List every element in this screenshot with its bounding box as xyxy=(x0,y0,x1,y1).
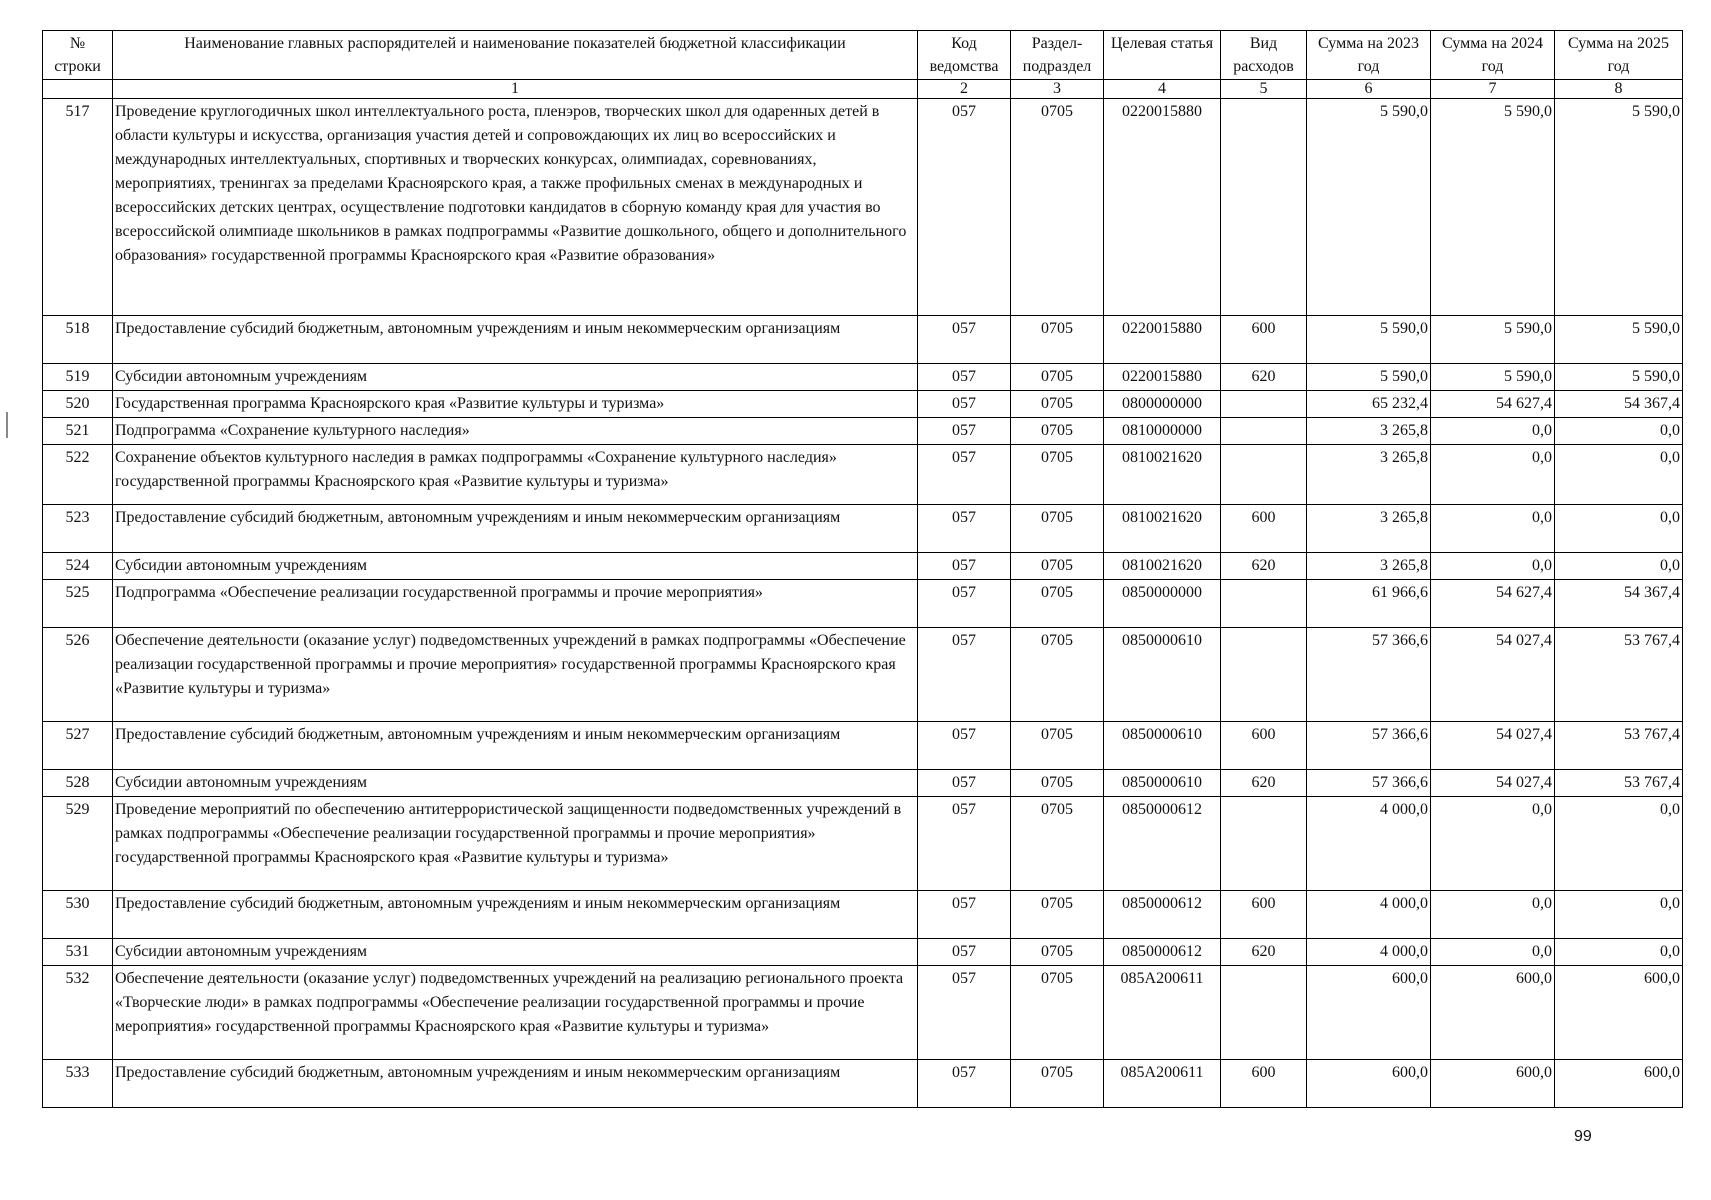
table-row xyxy=(43,939,1683,966)
sum-2025-cell: 0,0 xyxy=(1555,939,1683,966)
row-number-cell: 520 xyxy=(43,391,113,418)
department-code-cell: 057 xyxy=(918,391,1011,418)
target-article-cell: 0850000612 xyxy=(1104,797,1221,891)
row-number-cell: 522 xyxy=(43,445,113,505)
section-code-cell: 0705 xyxy=(1011,505,1104,553)
department-code-cell: 057 xyxy=(918,628,1011,722)
department-code-cell: 057 xyxy=(918,418,1011,445)
target-article-cell: 0850000612 xyxy=(1104,891,1221,939)
department-code-cell: 057 xyxy=(918,939,1011,966)
row-number-cell: 517 xyxy=(43,99,113,316)
row-name-cell: Подпрограмма «Обеспечение реализации государственной программы и прочие мероприятия» xyxy=(113,580,918,628)
expense-kind-cell: 600 xyxy=(1221,1060,1307,1108)
header-sum-2024: Сумма на 2024 год xyxy=(1431,31,1555,80)
department-code-cell: 057 xyxy=(918,364,1011,391)
row-number-cell: 531 xyxy=(43,939,113,966)
sum-2023-cell: 4 000,0 xyxy=(1307,939,1431,966)
sum-2025-cell: 53 767,4 xyxy=(1555,628,1683,722)
department-code-cell: 057 xyxy=(918,966,1011,1060)
row-name-cell: Предоставление субсидий бюджетным, автономным учреждениям и иным некоммерческим организациям xyxy=(113,891,918,939)
expense-kind-cell: 620 xyxy=(1221,939,1307,966)
row-name-cell: Подпрограмма «Сохранение культурного наследия» xyxy=(113,418,918,445)
sum-2024-cell: 54 027,4 xyxy=(1431,722,1555,770)
sum-2024-cell: 600,0 xyxy=(1431,966,1555,1060)
row-name-cell: Обеспечение деятельности (оказание услуг) подведомственных учреждений на реализацию регионального проекта «Творческие люди» в рамках подпрограммы «Обеспечение реализации государственной программы и прочие мероприятия» государственной программы Красноярского края «Развитие культуры и туризма» xyxy=(113,966,918,1060)
sum-2023-cell: 3 265,8 xyxy=(1307,445,1431,505)
sum-2024-cell: 0,0 xyxy=(1431,891,1555,939)
row-name-cell: Предоставление субсидий бюджетным, автономным учреждениям и иным некоммерческим организациям xyxy=(113,1060,918,1108)
department-code-cell: 057 xyxy=(918,316,1011,364)
row-name-cell: Субсидии автономным учреждениям xyxy=(113,939,918,966)
sum-2024-cell: 54 027,4 xyxy=(1431,770,1555,797)
row-number-cell: 533 xyxy=(43,1060,113,1108)
sum-2023-cell: 5 590,0 xyxy=(1307,364,1431,391)
sum-2025-cell: 5 590,0 xyxy=(1555,364,1683,391)
target-article-cell: 0220015880 xyxy=(1104,99,1221,316)
page-number: 99 xyxy=(1574,1128,1592,1145)
target-article-cell: 0810021620 xyxy=(1104,553,1221,580)
section-code-cell: 0705 xyxy=(1011,391,1104,418)
sum-2024-cell: 0,0 xyxy=(1431,553,1555,580)
section-code-cell: 0705 xyxy=(1011,722,1104,770)
row-number-cell: 521 xyxy=(43,418,113,445)
section-code-cell: 0705 xyxy=(1011,966,1104,1060)
department-code-cell: 057 xyxy=(918,505,1011,553)
department-code-cell: 057 xyxy=(918,891,1011,939)
expense-kind-cell: 600 xyxy=(1221,722,1307,770)
sum-2024-cell: 0,0 xyxy=(1431,939,1555,966)
header-row-number: № строки xyxy=(43,31,113,80)
column-index: 3 xyxy=(1011,80,1104,99)
table-row xyxy=(43,770,1683,797)
section-code-cell: 0705 xyxy=(1011,445,1104,505)
table-row xyxy=(43,99,1683,316)
sum-2025-cell: 54 367,4 xyxy=(1555,391,1683,418)
table-row xyxy=(43,722,1683,770)
target-article-cell: 0810021620 xyxy=(1104,505,1221,553)
target-article-cell: 085A200611 xyxy=(1104,966,1221,1060)
sum-2025-cell: 0,0 xyxy=(1555,445,1683,505)
row-name-cell: Проведение круглогодичных школ интеллектуального роста, пленэров, творческих школ для одаренных детей в области культуры и искусства, организация участия детей и сопровождающих их лиц во всероссийских и международных интеллектуальных, спортивных и творческих конкурсах, олимпиадах, соревнованиях, мероприятиях, тренингах за пределами Красноярского края, а также профильных сменах в международных и всероссийских детских центрах, осуществление подготовки кандидатов в сборную команду края для участия во всероссийской олимпиаде школьников в рамках подпрограммы «Развитие дошкольного, общего и дополнительного образования» государственной программы Красноярского края «Развитие образования» xyxy=(113,99,918,316)
target-article-cell: 0810000000 xyxy=(1104,418,1221,445)
sum-2025-cell: 54 367,4 xyxy=(1555,580,1683,628)
row-number-cell: 524 xyxy=(43,553,113,580)
table-row xyxy=(43,505,1683,553)
section-code-cell: 0705 xyxy=(1011,891,1104,939)
sum-2025-cell: 0,0 xyxy=(1555,891,1683,939)
row-name-cell: Предоставление субсидий бюджетным, автономным учреждениям и иным некоммерческим организациям xyxy=(113,722,918,770)
sum-2024-cell: 0,0 xyxy=(1431,418,1555,445)
table-row xyxy=(43,316,1683,364)
target-article-cell: 085A200611 xyxy=(1104,1060,1221,1108)
column-index: 8 xyxy=(1555,80,1683,99)
table-row xyxy=(43,391,1683,418)
row-number-cell: 530 xyxy=(43,891,113,939)
sum-2025-cell: 600,0 xyxy=(1555,966,1683,1060)
section-code-cell: 0705 xyxy=(1011,770,1104,797)
section-code-cell: 0705 xyxy=(1011,628,1104,722)
sum-2023-cell: 57 366,6 xyxy=(1307,628,1431,722)
header-section: Раздел-подраздел xyxy=(1011,31,1104,80)
department-code-cell: 057 xyxy=(918,1060,1011,1108)
target-article-cell: 0850000610 xyxy=(1104,722,1221,770)
row-name-cell: Субсидии автономным учреждениям xyxy=(113,553,918,580)
target-article-cell: 0800000000 xyxy=(1104,391,1221,418)
header-sum-2025: Сумма на 2025 год xyxy=(1555,31,1683,80)
target-article-cell: 0850000000 xyxy=(1104,580,1221,628)
department-code-cell: 057 xyxy=(918,770,1011,797)
sum-2023-cell: 3 265,8 xyxy=(1307,553,1431,580)
sum-2025-cell: 53 767,4 xyxy=(1555,770,1683,797)
column-index-empty xyxy=(43,80,113,99)
expense-kind-cell: 600 xyxy=(1221,505,1307,553)
table-row xyxy=(43,891,1683,939)
column-index: 6 xyxy=(1307,80,1431,99)
sum-2025-cell: 53 767,4 xyxy=(1555,722,1683,770)
row-number-cell: 532 xyxy=(43,966,113,1060)
target-article-cell: 0850000610 xyxy=(1104,770,1221,797)
sum-2025-cell: 600,0 xyxy=(1555,1060,1683,1108)
sum-2023-cell: 600,0 xyxy=(1307,1060,1431,1108)
target-article-cell: 0810021620 xyxy=(1104,445,1221,505)
row-number-cell: 529 xyxy=(43,797,113,891)
sum-2024-cell: 0,0 xyxy=(1431,445,1555,505)
sum-2023-cell: 57 366,6 xyxy=(1307,770,1431,797)
column-index: 5 xyxy=(1221,80,1307,99)
sum-2024-cell: 5 590,0 xyxy=(1431,99,1555,316)
table-row xyxy=(43,553,1683,580)
header-department-code: Код ведомства xyxy=(918,31,1011,80)
department-code-cell: 057 xyxy=(918,580,1011,628)
table-row xyxy=(43,966,1683,1060)
section-code-cell: 0705 xyxy=(1011,418,1104,445)
sum-2024-cell: 54 627,4 xyxy=(1431,391,1555,418)
sum-2023-cell: 4 000,0 xyxy=(1307,891,1431,939)
column-index: 1 xyxy=(113,80,918,99)
section-code-cell: 0705 xyxy=(1011,553,1104,580)
header-target-article: Целевая статья xyxy=(1104,31,1221,80)
table-row xyxy=(43,445,1683,505)
column-index: 2 xyxy=(918,80,1011,99)
sum-2023-cell: 600,0 xyxy=(1307,966,1431,1060)
sum-2024-cell: 0,0 xyxy=(1431,505,1555,553)
expense-kind-cell: 600 xyxy=(1221,891,1307,939)
section-code-cell: 0705 xyxy=(1011,797,1104,891)
table-row xyxy=(43,628,1683,722)
table-header xyxy=(43,31,1683,99)
expense-kind-cell xyxy=(1221,99,1307,316)
header-row xyxy=(43,31,1683,80)
expense-kind-cell: 620 xyxy=(1221,553,1307,580)
sum-2023-cell: 3 265,8 xyxy=(1307,418,1431,445)
sum-2025-cell: 0,0 xyxy=(1555,505,1683,553)
sum-2023-cell: 5 590,0 xyxy=(1307,316,1431,364)
header-sum-2023: Сумма на 2023 год xyxy=(1307,31,1431,80)
expense-kind-cell xyxy=(1221,966,1307,1060)
row-number-cell: 526 xyxy=(43,628,113,722)
department-code-cell: 057 xyxy=(918,722,1011,770)
section-code-cell: 0705 xyxy=(1011,939,1104,966)
sum-2024-cell: 54 627,4 xyxy=(1431,580,1555,628)
section-code-cell: 0705 xyxy=(1011,316,1104,364)
sum-2024-cell: 600,0 xyxy=(1431,1060,1555,1108)
column-index: 7 xyxy=(1431,80,1555,99)
row-number-cell: 528 xyxy=(43,770,113,797)
expense-kind-cell xyxy=(1221,797,1307,891)
section-code-cell: 0705 xyxy=(1011,99,1104,316)
table-row xyxy=(43,364,1683,391)
sum-2024-cell: 0,0 xyxy=(1431,797,1555,891)
row-number-cell: 527 xyxy=(43,722,113,770)
sum-2023-cell: 3 265,8 xyxy=(1307,505,1431,553)
sum-2025-cell: 0,0 xyxy=(1555,797,1683,891)
section-code-cell: 0705 xyxy=(1011,1060,1104,1108)
expense-kind-cell xyxy=(1221,391,1307,418)
row-number-cell: 523 xyxy=(43,505,113,553)
sum-2023-cell: 5 590,0 xyxy=(1307,99,1431,316)
row-name-cell: Предоставление субсидий бюджетным, автономным учреждениям и иным некоммерческим организациям xyxy=(113,316,918,364)
row-name-cell: Обеспечение деятельности (оказание услуг) подведомственных учреждений в рамках подпрограммы «Обеспечение реализации государственной программы и прочие мероприятия» государственной программы Красноярского края «Развитие культуры и туризма» xyxy=(113,628,918,722)
target-article-cell: 0850000612 xyxy=(1104,939,1221,966)
row-number-cell: 525 xyxy=(43,580,113,628)
table-row xyxy=(43,418,1683,445)
expense-kind-cell: 620 xyxy=(1221,770,1307,797)
sum-2023-cell: 65 232,4 xyxy=(1307,391,1431,418)
scan-artifact-mark xyxy=(6,412,8,438)
table-row xyxy=(43,1060,1683,1108)
row-number-cell: 519 xyxy=(43,364,113,391)
expense-kind-cell: 600 xyxy=(1221,316,1307,364)
sum-2024-cell: 5 590,0 xyxy=(1431,316,1555,364)
row-name-cell: Предоставление субсидий бюджетным, автономным учреждениям и иным некоммерческим организациям xyxy=(113,505,918,553)
column-index-row xyxy=(43,80,1683,99)
table-row xyxy=(43,797,1683,891)
sum-2025-cell: 0,0 xyxy=(1555,553,1683,580)
row-name-cell: Субсидии автономным учреждениям xyxy=(113,364,918,391)
sum-2023-cell: 4 000,0 xyxy=(1307,797,1431,891)
column-index: 4 xyxy=(1104,80,1221,99)
target-article-cell: 0220015880 xyxy=(1104,316,1221,364)
expense-kind-cell xyxy=(1221,580,1307,628)
department-code-cell: 057 xyxy=(918,797,1011,891)
header-name: Наименование главных распорядителей и наименование показателей бюджетной классификации xyxy=(113,31,918,80)
department-code-cell: 057 xyxy=(918,445,1011,505)
sum-2025-cell: 5 590,0 xyxy=(1555,316,1683,364)
row-name-cell: Субсидии автономным учреждениям xyxy=(113,770,918,797)
section-code-cell: 0705 xyxy=(1011,580,1104,628)
table-row xyxy=(43,580,1683,628)
row-name-cell: Проведение мероприятий по обеспечению антитеррористической защищенности подведомственных учреждений в рамках подпрограммы «Обеспечение реализации государственной программы и прочие мероприятия» государственной программы Красноярского края «Развитие культуры и туризма» xyxy=(113,797,918,891)
expense-kind-cell xyxy=(1221,418,1307,445)
sum-2024-cell: 54 027,4 xyxy=(1431,628,1555,722)
target-article-cell: 0220015880 xyxy=(1104,364,1221,391)
target-article-cell: 0850000610 xyxy=(1104,628,1221,722)
row-name-cell: Сохранение объектов культурного наследия в рамках подпрограммы «Сохранение культурного наследия» государственной программы Красноярского края «Развитие культуры и туризма» xyxy=(113,445,918,505)
expense-kind-cell xyxy=(1221,445,1307,505)
budget-table xyxy=(42,30,1683,1108)
table-body xyxy=(43,99,1683,1108)
sum-2023-cell: 57 366,6 xyxy=(1307,722,1431,770)
section-code-cell: 0705 xyxy=(1011,364,1104,391)
department-code-cell: 057 xyxy=(918,99,1011,316)
row-number-cell: 518 xyxy=(43,316,113,364)
sum-2025-cell: 5 590,0 xyxy=(1555,99,1683,316)
sum-2023-cell: 61 966,6 xyxy=(1307,580,1431,628)
department-code-cell: 057 xyxy=(918,553,1011,580)
expense-kind-cell: 620 xyxy=(1221,364,1307,391)
sum-2024-cell: 5 590,0 xyxy=(1431,364,1555,391)
sum-2025-cell: 0,0 xyxy=(1555,418,1683,445)
row-name-cell: Государственная программа Красноярского края «Развитие культуры и туризма» xyxy=(113,391,918,418)
header-expense-kind: Вид расходов xyxy=(1221,31,1307,80)
expense-kind-cell xyxy=(1221,628,1307,722)
